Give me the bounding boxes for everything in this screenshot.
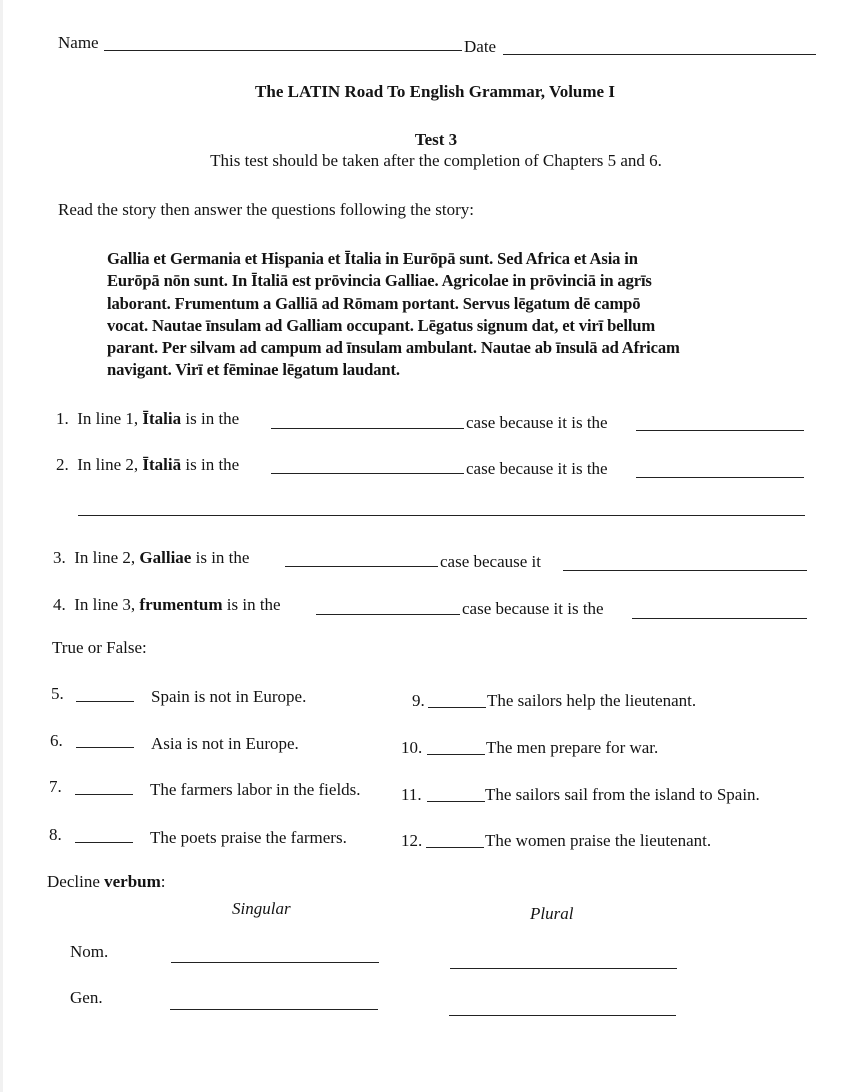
q2-because-text: case because it is the [466, 459, 608, 478]
question-word: Ītalia [142, 409, 182, 428]
latin-story [107, 248, 817, 382]
test-subtitle: This test should be taken after the completion of Chapters 5 and 6. [210, 151, 662, 170]
tf-number: 5. [51, 684, 64, 703]
tf-number: 9. [412, 691, 425, 710]
gen-singular-blank[interactable] [170, 1009, 378, 1010]
story-line: navigant. Virī et fēminae lēgatum laudant. [107, 360, 400, 380]
question-1: 1. In line 1, Ītalia is in the [56, 409, 240, 428]
tf-7-blank[interactable] [75, 794, 133, 795]
tf-11-blank[interactable] [427, 801, 485, 802]
question-3: 3. In line 2, Galliae is in the [53, 548, 250, 567]
tf-12-blank[interactable] [426, 847, 484, 848]
tf-number: 6. [50, 731, 63, 750]
story-line: Gallia et Germania et Hispania et Ītalia in Eurōpā sunt. Sed Africa et Asia in [107, 249, 638, 268]
q1-reason-blank[interactable] [636, 430, 804, 431]
question-4: 4. In line 3, frumentum is in the [53, 595, 281, 614]
q3-because-text: case because it [440, 552, 541, 571]
tf-number: 8. [49, 825, 62, 844]
q4-case-blank[interactable] [316, 614, 460, 615]
tf-statement: The poets praise the farmers. [150, 828, 347, 847]
q2-extra-line[interactable] [78, 515, 805, 516]
name-field[interactable] [104, 50, 462, 51]
plural-label: Plural [530, 904, 574, 923]
q4-because-text: case because it is the [462, 599, 604, 618]
question-word: Ītaliā [142, 455, 182, 474]
case-label-nom: Nom. [70, 942, 109, 961]
tf-5-blank[interactable] [76, 701, 134, 702]
tf-number: 10. [401, 738, 423, 757]
tf-statement: Asia is not in Europe. [151, 734, 299, 753]
singular-label: Singular [232, 899, 291, 918]
tf-6-blank[interactable] [76, 747, 134, 748]
story-line: laborant. Frumentum a Galliā ad Rōmam portant. Servus lēgatum dē campō [107, 293, 641, 313]
q2-case-blank[interactable] [271, 473, 464, 474]
story-line: Eurōpā nōn sunt. In Ītaliā est prōvincia Galliae. Agricolae in prōvinciā in agrīs [107, 271, 652, 291]
story-line: vocat. Nautae īnsulam ad Galliam occupant. Lēgatus signum dat, et virī bellum [107, 315, 656, 335]
tf-9-blank[interactable] [428, 707, 486, 708]
tf-statement: The farmers labor in the fields. [150, 780, 361, 799]
question-word: Galliae [139, 548, 192, 567]
q3-reason-blank[interactable] [563, 570, 807, 571]
tf-statement: The sailors sail from the island to Spain. [485, 785, 760, 804]
gen-plural-blank[interactable] [449, 1015, 676, 1016]
tf-number: 11. [401, 785, 422, 804]
question-2: 2. In line 2, Ītaliā is in the [56, 455, 240, 474]
question-word: frumentum [139, 595, 223, 614]
true-false-heading: True or False: [52, 638, 147, 657]
tf-statement: The sailors help the lieutenant. [487, 691, 697, 710]
document-title: The LATIN Road To English Grammar, Volume I [255, 82, 615, 101]
tf-statement: The men prepare for war. [486, 738, 659, 757]
q2-reason-blank[interactable] [636, 477, 804, 478]
q4-reason-blank[interactable] [632, 618, 807, 619]
date-label: Date [464, 37, 497, 56]
tf-number: 12. [401, 831, 423, 850]
q1-case-blank[interactable] [271, 428, 464, 429]
test-title: Test 3 [414, 130, 458, 149]
tf-number: 7. [49, 777, 62, 796]
name-label: Name [58, 33, 99, 52]
tf-10-blank[interactable] [427, 754, 485, 755]
tf-statement: Spain is not in Europe. [151, 687, 307, 706]
nom-plural-blank[interactable] [450, 968, 677, 969]
decline-word: verbum [104, 872, 161, 891]
nom-singular-blank[interactable] [171, 962, 379, 963]
q3-case-blank[interactable] [285, 566, 438, 567]
instructions: Read the story then answer the questions following the story: [58, 200, 474, 219]
case-label-gen: Gen. [70, 988, 103, 1007]
q1-because-text: case because it is the [466, 413, 608, 432]
story-line: parant. Per silvam ad campum ad īnsulam ambulant. Nautae ab īnsulā ad Africam [107, 338, 680, 358]
date-field[interactable] [503, 54, 816, 55]
decline-heading: Decline verbum: [47, 872, 166, 891]
tf-8-blank[interactable] [75, 842, 133, 843]
tf-statement: The women praise the lieutenant. [485, 831, 712, 850]
